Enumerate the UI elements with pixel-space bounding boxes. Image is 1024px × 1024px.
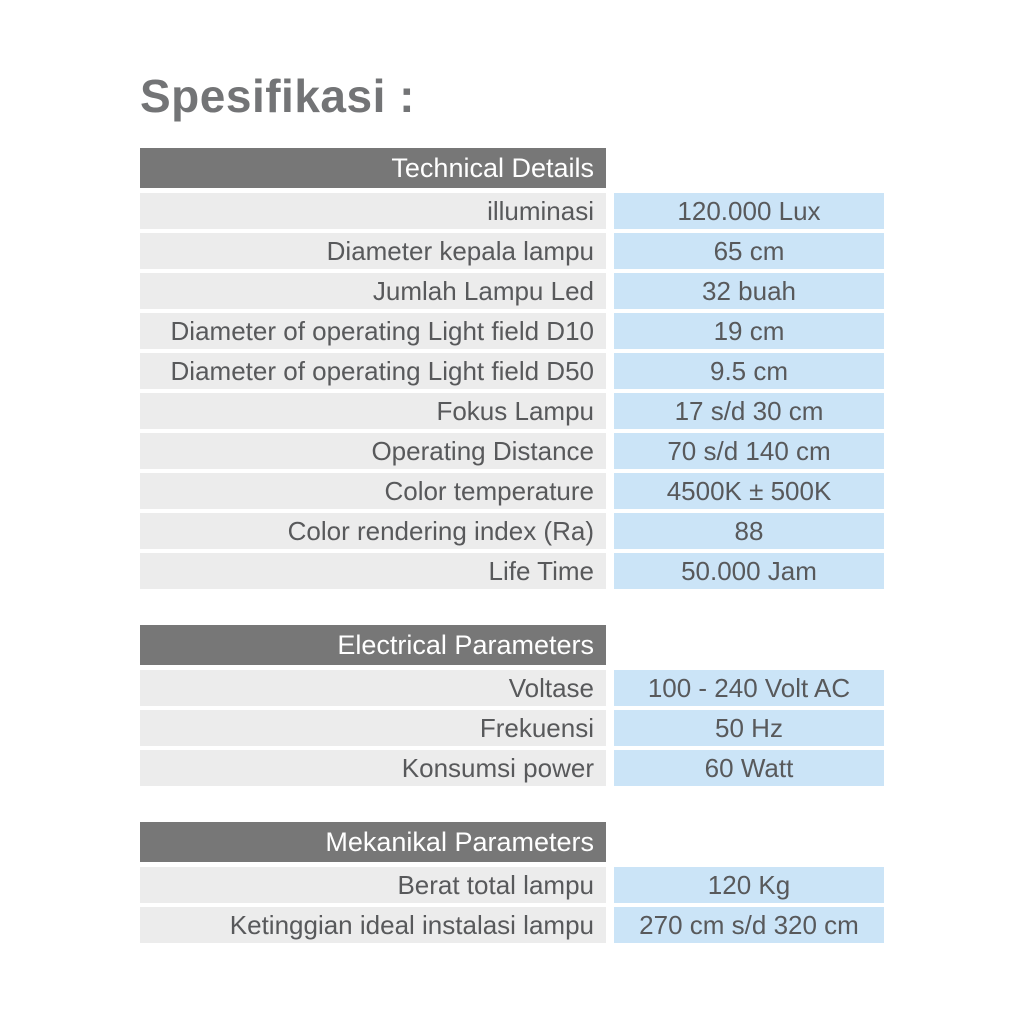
spec-label: Ketinggian ideal instalasi lampu xyxy=(140,907,606,943)
spec-value: 120 Kg xyxy=(614,867,884,903)
spec-label: Diameter kepala lampu xyxy=(140,233,606,269)
spec-value: 88 xyxy=(614,513,884,549)
spec-label: illuminasi xyxy=(140,193,606,229)
spec-label: Color temperature xyxy=(140,473,606,509)
spec-label: Diameter of operating Light field D50 xyxy=(140,353,606,389)
spec-value: 17 s/d 30 cm xyxy=(614,393,884,429)
spec-label: Life Time xyxy=(140,553,606,589)
spec-label: Jumlah Lampu Led xyxy=(140,273,606,309)
spec-label: Konsumsi power xyxy=(140,750,606,786)
spec-value: 120.000 Lux xyxy=(614,193,884,229)
spec-value: 65 cm xyxy=(614,233,884,269)
spec-label: Operating Distance xyxy=(140,433,606,469)
spec-value: 50.000 Jam xyxy=(614,553,884,589)
spec-label: Diameter of operating Light field D10 xyxy=(140,313,606,349)
spec-label: Voltase xyxy=(140,670,606,706)
spec-section xyxy=(140,148,884,589)
spec-value: 70 s/d 140 cm xyxy=(614,433,884,469)
spec-tables xyxy=(140,148,884,943)
spec-value: 4500K ± 500K xyxy=(614,473,884,509)
spec-rows xyxy=(140,867,884,943)
spec-label: Berat total lampu xyxy=(140,867,606,903)
spec-value: 270 cm s/d 320 cm xyxy=(614,907,884,943)
spec-value: 60 Watt xyxy=(614,750,884,786)
page-title: Spesifikasi : xyxy=(140,70,415,122)
section-header: Mekanikal Parameters xyxy=(140,822,606,862)
section-header: Electrical Parameters xyxy=(140,625,606,665)
section-header: Technical Details xyxy=(140,148,606,188)
spec-label: Fokus Lampu xyxy=(140,393,606,429)
spec-section xyxy=(140,625,884,786)
spec-label: Frekuensi xyxy=(140,710,606,746)
spec-section xyxy=(140,822,884,943)
spec-label: Color rendering index (Ra) xyxy=(140,513,606,549)
spec-value: 100 - 240 Volt AC xyxy=(614,670,884,706)
spec-value: 19 cm xyxy=(614,313,884,349)
spec-value: 50 Hz xyxy=(614,710,884,746)
spec-value: 32 buah xyxy=(614,273,884,309)
spec-value: 9.5 cm xyxy=(614,353,884,389)
spec-rows xyxy=(140,670,884,786)
spec-rows xyxy=(140,193,884,589)
